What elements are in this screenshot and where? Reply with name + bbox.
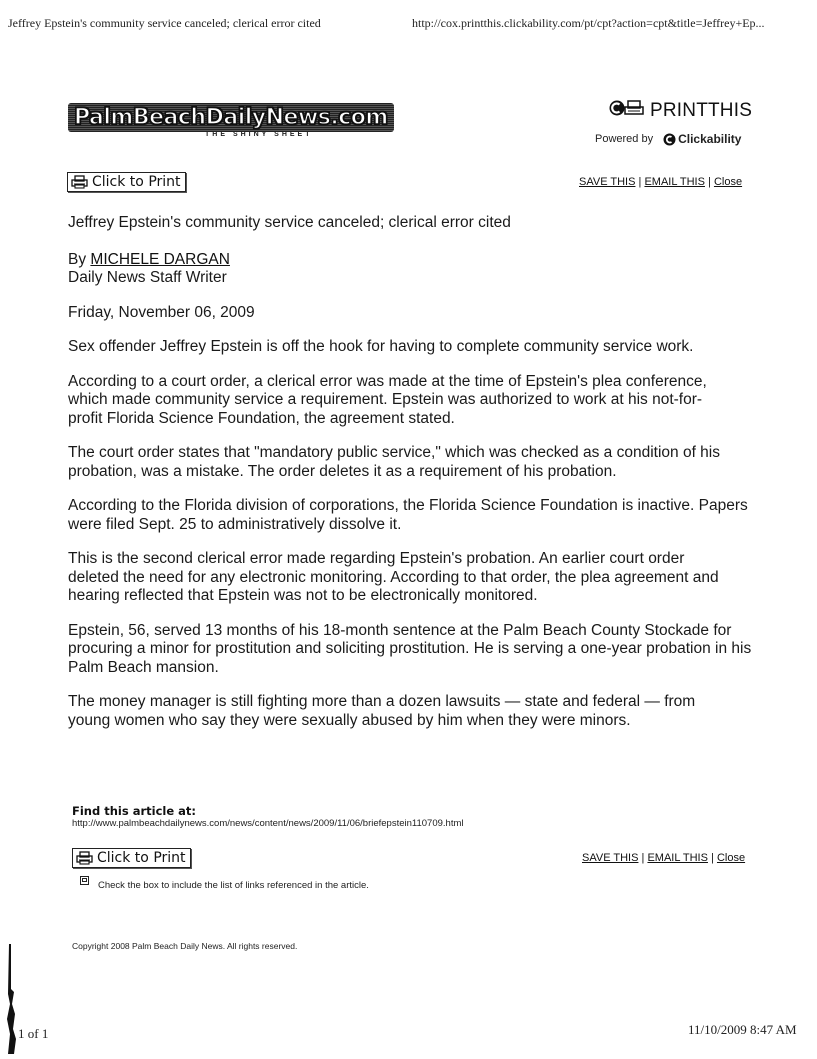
scan-edge-mark	[6, 944, 14, 1054]
page-number: 1 of 1	[18, 1026, 49, 1041]
click-to-print-button-bottom[interactable]	[72, 848, 191, 868]
click-to-print-label: Click to Print	[92, 174, 181, 190]
checkbox-mark	[82, 878, 87, 882]
click-to-print-label: Click to Print	[97, 850, 186, 866]
article-paragraph: According to the Florida division of corporations, the Florida Science Foundation is inactive. Papers were filed Sept. 25 to administratively dissolve it.	[68, 497, 748, 533]
include-links-checkbox[interactable]	[80, 876, 89, 885]
logo-wordmark: PalmBeachDailyNews.com	[68, 103, 394, 132]
author-link[interactable]: MICHELE DARGAN	[90, 250, 230, 268]
close-link[interactable]: Close	[713, 176, 743, 188]
printer-icon	[71, 175, 88, 189]
author-title: Daily News Staff Writer	[68, 269, 227, 286]
print-datetime: 11/10/2009 8:47 AM	[688, 1022, 797, 1037]
close-link[interactable]: Close	[716, 852, 746, 864]
print-header-title: Jeffrey Epstein's community service canceled; clerical error cited	[8, 16, 321, 30]
article-paragraph: This is the second clerical error made regarding Epstein's probation. An earlier court order deleted the need for any electronic monitoring. According to that order, the plea agreement and hearing reflected that Epstein was not to be electronically monitored.	[68, 550, 719, 604]
article-paragraph: Epstein, 56, served 13 months of his 18-month sentence at the Palm Beach County Stockade for procuring a minor for prostitution and soliciting prostitution. He is serving a one-year probation in his Palm Beach mansion.	[68, 621, 752, 676]
action-links-top	[579, 176, 742, 188]
link-separator: |	[708, 176, 711, 188]
printthis-icon	[608, 99, 648, 122]
article	[68, 214, 758, 730]
article-headline: Jeffrey Epstein's community service canceled; clerical error cited	[68, 214, 511, 231]
powered-by-label: Powered by	[595, 133, 654, 145]
save-this-link[interactable]: SAVE THIS	[579, 176, 636, 188]
article-date: Friday, November 06, 2009	[68, 303, 255, 321]
email-this-link[interactable]: EMAIL THIS	[644, 176, 705, 188]
printthis-logo	[608, 99, 752, 122]
logo-tagline: THE SHINY SHEET	[205, 131, 313, 138]
copyright: Copyright 2008 Palm Beach Daily News. All rights reserved.	[72, 941, 298, 951]
article-paragraph: Sex offender Jeffrey Epstein is off the hook for having to complete community service work.	[68, 338, 694, 355]
click-to-print-button[interactable]	[67, 172, 186, 192]
link-separator: |	[638, 176, 642, 188]
article-paragraph: According to a court order, a clerical error was made at the time of Epstein's plea conference, which made community service a requirement. Epstein was authorized to work at his not-for-profit Florida Science Foundation, the agreement stated.	[68, 372, 707, 427]
article-paragraph: The court order states that "mandatory public service," which was checked as a condition of his probation, was a mistake. The order deletes it as a requirement of his probation.	[68, 444, 720, 480]
printthis-title: PRINTTHIS	[650, 99, 753, 121]
clickability-logo	[663, 132, 741, 146]
site-logo[interactable]	[68, 103, 394, 132]
byline	[68, 251, 758, 270]
byline-prefix: By	[68, 250, 87, 268]
link-separator: |	[711, 852, 714, 864]
clickability-icon	[663, 133, 676, 146]
article-url[interactable]: http://www.palmbeachdailynews.com/news/content/news/2009/11/06/briefepstein110709.html	[72, 818, 464, 829]
save-this-link[interactable]: SAVE THIS	[582, 852, 639, 864]
find-article-label: Find this article at:	[72, 804, 196, 818]
print-header-url: http://cox.printthis.clickability.com/pt/cpt?action=cpt&title=Jeffrey+Ep...	[412, 16, 765, 30]
email-this-link[interactable]: EMAIL THIS	[647, 852, 708, 864]
printer-icon	[76, 851, 93, 865]
powered-by	[595, 132, 741, 146]
action-links-bottom	[582, 852, 745, 864]
link-separator: |	[641, 852, 645, 864]
clickability-brand: Clickability	[678, 132, 742, 146]
include-links-label: Check the box to include the list of links referenced in the article.	[98, 880, 369, 891]
article-paragraph: The money manager is still fighting more than a dozen lawsuits — state and federal — from young women who say they were sexually abused by him when they were minors.	[68, 693, 696, 729]
